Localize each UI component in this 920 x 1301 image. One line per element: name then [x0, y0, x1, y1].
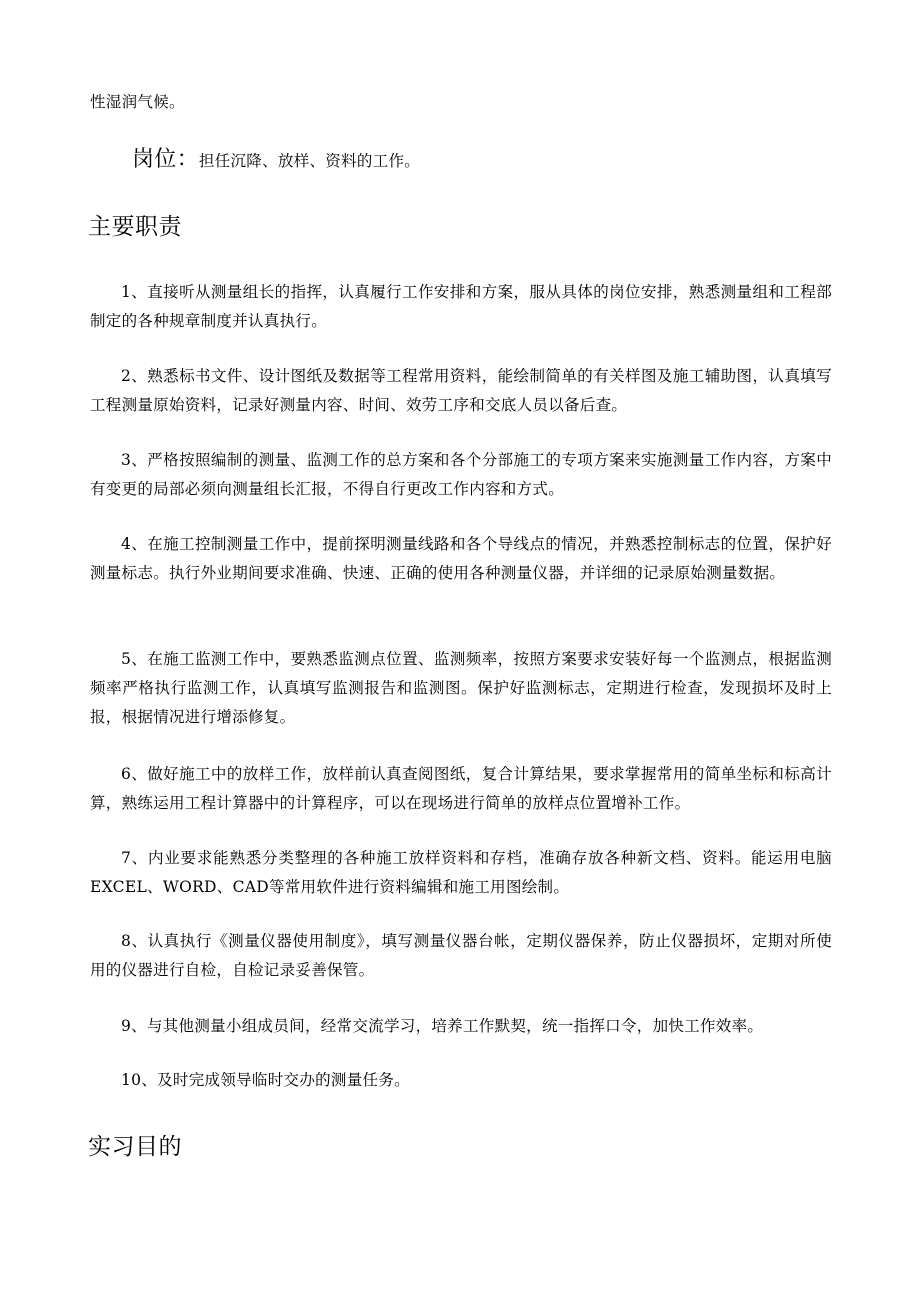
duty-item-8: 8、认真执行《测量仪器使用制度》，填写测量仪器台帐，定期仪器保养，防止仪器损坏，定期对所使用的仪器进行自检，自检记录妥善保管。: [90, 932, 832, 979]
post-line: [132, 143, 420, 178]
duty-item-1: 1、直接听从测量组长的指挥，认真履行工作安排和方案，服从具体的岗位安排，熟悉测量组和工程部制定的各种规章制度并认真执行。: [90, 283, 832, 330]
intro-tail-text: 性湿润气候。: [90, 93, 185, 111]
duty-item-6: 6、做好施工中的放样工作，放样前认真查阅图纸，复合计算结果，要求掌握常用的简单坐标和标高计算，熟练运用工程计算器中的计算程序，可以在现场进行简单的放样点位置增补工作。: [90, 765, 832, 812]
duty-item-3: 3、严格按照编制的测量、监测工作的总方案和各个分部施工的专项方案来实施测量工作内容，方案中有变更的局部必须向测量组长汇报，不得自行更改工作内容和方式。: [90, 451, 832, 498]
duty-item-7: 7、内业要求能熟悉分类整理的各种施工放样资料和存档，准确存放各种新文档、资料。能运用电脑EXCEL、WORD、CAD等常用软件进行资料编辑和施工用图绘制。: [90, 849, 832, 896]
duty-item-4: 4、在施工控制测量工作中，提前探明测量线路和各个导线点的情况，并熟悉控制标志的位置，保护好测量标志。执行外业期间要求准确、快速、正确的使用各种测量仪器，并详细的记录原始测量数据。: [90, 535, 832, 582]
duty-item-10: 10、及时完成领导临时交办的测量任务。: [121, 1071, 410, 1089]
post-text: 担任沉降、放样、资料的工作。: [198, 152, 421, 170]
duty-item-9: 9、与其他测量小组成员间，经常交流学习，培养工作默契，统一指挥口令，加快工作效率。: [121, 1017, 764, 1035]
duty-item-2: 2、熟悉标书文件、设计图纸及数据等工程常用资料，能绘制简单的有关样图及施工辅助图，认真填写工程测量原始资料，记录好测量内容、时间、效劳工序和交底人员以备后查。: [90, 367, 832, 414]
post-label: 岗位：: [132, 147, 199, 172]
heading-main-duties: 主要职责: [88, 214, 182, 240]
heading-internship-purpose: 实习目的: [88, 1134, 182, 1160]
duty-item-5: 5、在施工监测工作中，要熟悉监测点位置、监测频率，按照方案要求安装好每一个监测点，根据监测频率严格执行监测工作，认真填写监测报告和监测图。保护好监测标志，定期进行检查，发现损坏及时上报，根据情况进行增添修复。: [90, 650, 832, 726]
